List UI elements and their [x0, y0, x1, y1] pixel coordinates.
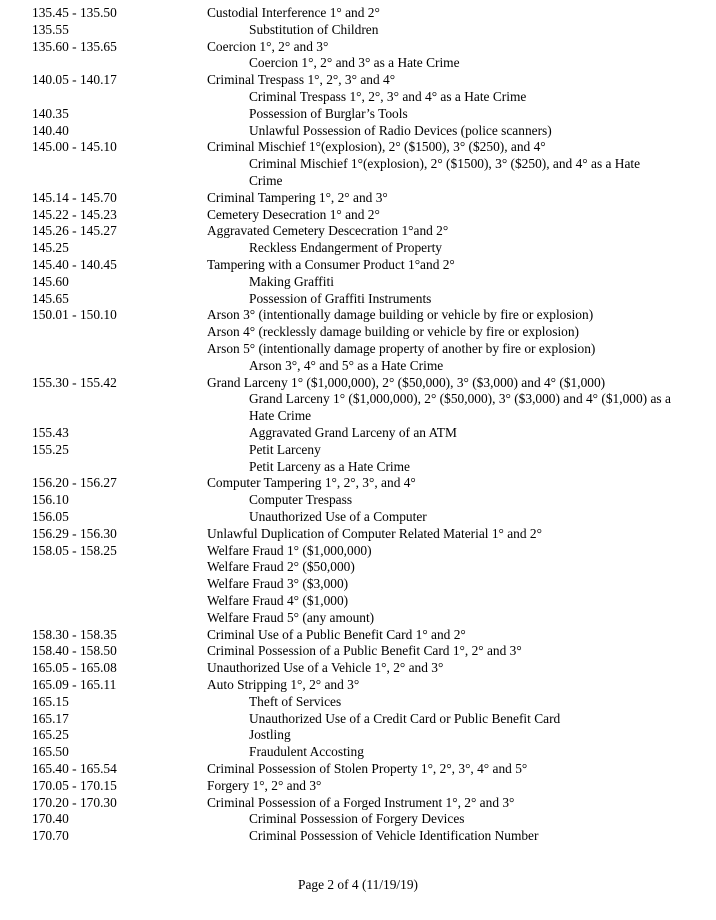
- statute-code: 170.70: [32, 828, 69, 844]
- statute-code: 135.55: [32, 21, 69, 37]
- offense-description: Coercion 1°, 2° and 3° as a Hate Crime: [249, 55, 460, 71]
- offense-description: Arson 4° (recklessly damage building or vehicle by fire or explosion): [207, 324, 580, 340]
- offense-description: Grand Larceny 1° ($1,000,000), 2° ($50,000), 3° ($3,000) and 4° ($1,000): [207, 374, 606, 390]
- page-footer: Page 2 of 4 (11/19/19): [298, 877, 418, 892]
- offense-description: Petit Larceny as a Hate Crime: [249, 458, 410, 474]
- offense-description: Tampering with a Consumer Product 1°and 2°: [207, 257, 455, 272]
- offense-description: Auto Stripping 1°, 2° and 3°: [207, 677, 360, 692]
- offense-description: Making Graffiti: [249, 273, 334, 289]
- statute-code: 165.50: [32, 744, 69, 760]
- offense-description: Criminal Mischief 1°(explosion), 2° ($1500), 3° ($250), and 4°: [207, 139, 546, 155]
- offense-description: Criminal Possession of a Public Benefit Card 1°, 2° and 3°: [207, 643, 522, 659]
- offense-description: Grand Larceny 1° ($1,000,000), 2° ($50,000), 3° ($3,000) and 4° ($1,000) as a Hate Crime: [249, 391, 671, 424]
- offense-description: Fraudulent Accosting: [249, 744, 364, 760]
- offense-description: Possession of Burglar’s Tools: [249, 105, 408, 121]
- offense-description: Criminal Possession of Forgery Devices: [249, 811, 465, 827]
- statute-code: 170.05 - 170.15: [32, 777, 117, 793]
- offense-description: Criminal Mischief 1°(explosion), 2° ($1500), 3° ($250), and 4° as a Hate Crime: [249, 156, 641, 188]
- offense-description: Unauthorized Use of a Vehicle 1°, 2° and 3°: [207, 660, 444, 676]
- statute-code: 165.25: [32, 727, 69, 743]
- offense-description: Custodial Interference 1° and 2°: [207, 5, 380, 20]
- statute-code: 140.35: [32, 105, 69, 121]
- statute-code: 158.05 - 158.25: [32, 542, 117, 558]
- offense-description: Petit Larceny: [249, 441, 321, 457]
- statute-code: 155.25: [32, 441, 69, 457]
- offense-description: Arson 5° (intentionally damage property of another by fire or explosion): [207, 341, 596, 356]
- statute-code: 170.40: [32, 811, 69, 827]
- offense-description: Unauthorized Use of a Credit Card or Public Benefit Card: [249, 710, 561, 726]
- statute-code: 165.17: [32, 710, 69, 726]
- offense-description: Arson 3°, 4° and 5° as a Hate Crime: [249, 357, 444, 373]
- statute-code: 145.00 - 145.10: [32, 139, 117, 155]
- offense-description: Welfare Fraud 4° ($1,000): [207, 593, 349, 608]
- statute-code: 135.60 - 135.65: [32, 38, 117, 54]
- statute-code: 156.20 - 156.27: [32, 475, 117, 491]
- offense-description: Criminal Trespass 1°, 2°, 3° and 4°: [207, 72, 396, 88]
- statute-code: 165.40 - 165.54: [32, 761, 117, 776]
- statute-code: 156.10: [32, 492, 69, 508]
- offense-description: Jostling: [249, 727, 291, 743]
- statute-code: 155.43: [32, 425, 69, 440]
- statute-code: 156.29 - 156.30: [32, 525, 117, 541]
- offense-description: Substitution of Children: [249, 21, 379, 37]
- offense-description: Computer Trespass: [249, 492, 353, 508]
- offense-description: Criminal Possession of a Forged Instrument 1°, 2° and 3°: [207, 794, 515, 810]
- statute-code: 145.26 - 145.27: [32, 223, 117, 239]
- offense-description: Computer Tampering 1°, 2°, 3°, and 4°: [207, 475, 416, 491]
- statute-code: 145.25: [32, 240, 69, 256]
- statute-code: 155.30 - 155.42: [32, 374, 117, 390]
- offense-description: Criminal Possession of Stolen Property 1°, 2°, 3°, 4° and 5°: [207, 761, 528, 776]
- statute-code: 150.01 - 150.10: [32, 307, 117, 323]
- statute-code: 165.15: [32, 693, 69, 709]
- offense-description: Welfare Fraud 2° ($50,000): [207, 559, 355, 575]
- offense-description: Unlawful Duplication of Computer Related Material 1° and 2°: [207, 525, 542, 541]
- statute-code: 165.05 - 165.08: [32, 660, 117, 676]
- offense-description: Criminal Tampering 1°, 2° and 3°: [207, 189, 388, 205]
- offense-description: Welfare Fraud 3° ($3,000): [207, 576, 349, 592]
- offense-description: Criminal Use of a Public Benefit Card 1° and 2°: [207, 626, 466, 642]
- statute-code: 158.30 - 158.35: [32, 626, 117, 642]
- offense-description: Cemetery Desecration 1° and 2°: [207, 206, 380, 222]
- statute-code: 140.40: [32, 122, 69, 138]
- offense-description: Arson 3° (intentionally damage building or vehicle by fire or explosion): [207, 307, 594, 323]
- offense-description: Welfare Fraud 1° ($1,000,000): [207, 542, 372, 558]
- offense-description: Aggravated Cemetery Descecration 1°and 2°: [207, 223, 449, 239]
- statute-code: 156.05: [32, 509, 69, 524]
- statute-code: 145.22 - 145.23: [32, 206, 117, 222]
- offense-description: Unauthorized Use of a Computer: [249, 509, 427, 524]
- statute-code: 145.65: [32, 290, 69, 306]
- offense-description: Theft of Services: [249, 693, 342, 709]
- statute-code: 145.40 - 140.45: [32, 257, 117, 272]
- statute-code: 135.45 - 135.50: [32, 5, 117, 20]
- statute-code: 145.14 - 145.70: [32, 189, 117, 205]
- statute-code: 165.09 - 165.11: [32, 677, 117, 692]
- statute-code: 145.60: [32, 273, 69, 289]
- offense-description: Aggravated Grand Larceny of an ATM: [249, 425, 457, 440]
- offense-description: Unlawful Possession of Radio Devices (police scanners): [249, 122, 552, 138]
- offense-description: Welfare Fraud 5° (any amount): [207, 609, 375, 625]
- offense-description: Possession of Graffiti Instruments: [249, 290, 432, 306]
- statute-code: 140.05 - 140.17: [32, 72, 117, 88]
- offense-description: Reckless Endangerment of Property: [249, 240, 442, 256]
- statute-code: 158.40 - 158.50: [32, 643, 117, 659]
- offense-description: Coercion 1°, 2° and 3°: [207, 38, 329, 54]
- offense-description: Criminal Possession of Vehicle Identification Number: [249, 828, 539, 844]
- offense-description: Forgery 1°, 2° and 3°: [207, 777, 322, 793]
- statute-code: 170.20 - 170.30: [32, 794, 117, 810]
- offense-description: Criminal Trespass 1°, 2°, 3° and 4° as a Hate Crime: [249, 89, 527, 104]
